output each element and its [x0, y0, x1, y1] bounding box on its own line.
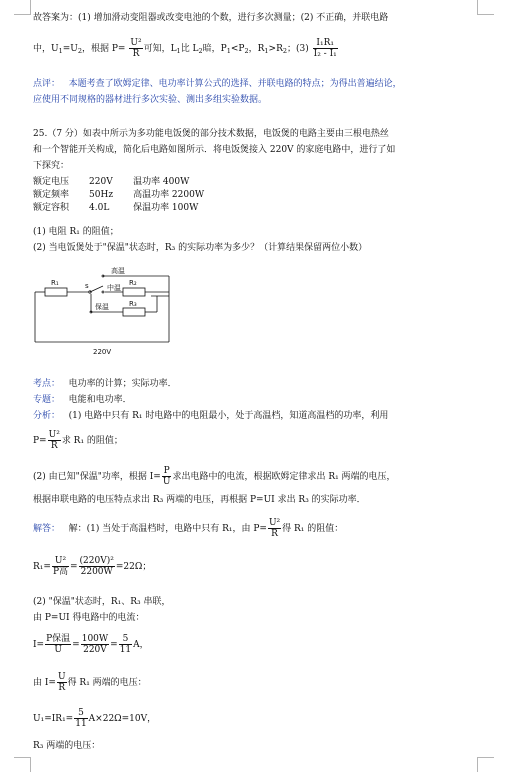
- comment-line-2: 应使用不同规格的器材进行多次实验、测出多组实验数据。: [33, 95, 268, 105]
- solution-line-6: 由 I= $\frac{U}{R}$ 得 R₁ 两端的电压：: [33, 672, 147, 693]
- solution-line-1: 解答： 解：(1) 当处于高温档时，电路中只有 R₁，由 P= $\frac{\text{U²}}{R}$ 得 R₁ 的阻值：: [33, 518, 344, 539]
- zhuanti-line: 专题： 电能和电功率．: [33, 395, 132, 405]
- formula-power: $\frac{\text{U²}}{R}$: [130, 38, 142, 59]
- fenxi-line-2: P= $\frac{\text{U²}}{R}$ 求 R₁ 的阻值；: [33, 430, 123, 451]
- circuit-diagram: [33, 264, 173, 356]
- ask-2: (2) 当电饭煲处于"保温"状态时，R₃ 的实际功率为多少？（计算结果保留两位小数）: [33, 243, 368, 253]
- spec-row: 额定电压 220V 温功率 400W: [33, 177, 190, 187]
- answer-line-2: 中，$U_1=U_2$，根据 P= $\frac{\text{U²}}{R}$ 可知，$L_1$比 $L_2$暗，$P_1<P_2$，$R_1>R_2$；(3) $\frac{\text{I₁R₁}}{\text{I₂ - I₁}}$: [33, 38, 337, 59]
- label-r1: R₁: [51, 279, 59, 287]
- label-r3: R₃: [129, 300, 137, 308]
- formula-r-ratio: $\frac{\text{I₁R₁}}{\text{I₂ - I₁}}$: [313, 38, 337, 59]
- question-line-3: 下探究：: [33, 161, 70, 171]
- question-line-2: 和一个智能开关构成，简化后电路如图所示．将电饭煲接入 220V 的家庭电路中，进行了如: [33, 145, 396, 155]
- answer-line-1: 故答案为：(1) 增加滑动变阻器或改变电池的个数，进行多次测量；(2) 不正确，并联电路: [33, 13, 389, 23]
- crop-mark-top-left: [14, 0, 31, 15]
- label-zhongwen: 中温: [107, 284, 121, 292]
- crop-mark-bottom-right: [477, 757, 494, 772]
- resistor-r3: [123, 308, 145, 316]
- resistor-r2: [123, 288, 145, 296]
- question-line-1: 25.（7 分）如表中所示为多功能电饭煲的部分技术数据，电饭煲的电路主要由三根电热丝: [33, 129, 389, 139]
- solution-line-2: R₁= $\frac{\text{U²}}{\text{P高}}$ = $\frac{\text{(220V)²}}{2200W}$ =22Ω；: [33, 556, 152, 577]
- fenxi-line-4: 根据串联电路的电压特点求出 R₃ 两端的电压，再根据 P=UI 求出 R₃ 的实际功率．: [33, 495, 366, 505]
- label-r2: R₂: [129, 279, 137, 287]
- ask-1: (1) 电阻 R₁ 的阻值；: [33, 227, 119, 237]
- crop-mark-bottom-left: [14, 757, 31, 772]
- resistor-r1: [45, 288, 67, 296]
- label-voltage: 220V: [93, 348, 112, 356]
- crop-mark-top-right: [477, 0, 494, 15]
- solution-line-5: I= $\frac{\text{P保温}}{U}$ = $\frac{100W}{220V}$ = $\frac{5}{11}$ A，: [33, 634, 149, 655]
- switch-blade: [90, 286, 103, 292]
- spec-table: [33, 176, 224, 215]
- label-baowen: 保温: [95, 303, 109, 311]
- label-s: s: [85, 282, 89, 290]
- spec-row: 额定容积 4.0L 保温功率 100W: [33, 203, 199, 213]
- fenxi-line-3: (2) 由已知"保温"功率，根据 I= $\frac{P}{U}$ 求出电路中的电流，根据欧姆定律求出 R₁ 两端的电压，: [33, 466, 396, 487]
- kaodian-line: 考点： 电功率的计算；实际功率．: [33, 379, 177, 389]
- comment-label: 点评：: [33, 79, 61, 89]
- comment-line-1: 点评： 本题考查了欧姆定律、电功率计算公式的选择、并联电路的特点；为得出普遍结论，: [33, 79, 402, 89]
- label-gaowen: 高温: [111, 267, 125, 275]
- solution-line-8: R₃ 两端的电压：: [33, 741, 101, 751]
- solution-line-7: U₁=IR₁= $\frac{5}{11}$ A×22Ω=10V，: [33, 708, 157, 729]
- fenxi-line-1: 分析： (1) 电路中只有 R₁ 时电路中的电阻最小，处于高温档，知道高温档的功率，利用: [33, 411, 389, 421]
- spec-row: 额定频率 50Hz 高温功率 2200W: [33, 190, 205, 200]
- solution-line-3: (2) "保温"状态时，R₁、R₃ 串联，: [33, 597, 171, 607]
- solution-line-4: 由 P=UI 得电路中的电流：: [33, 613, 145, 623]
